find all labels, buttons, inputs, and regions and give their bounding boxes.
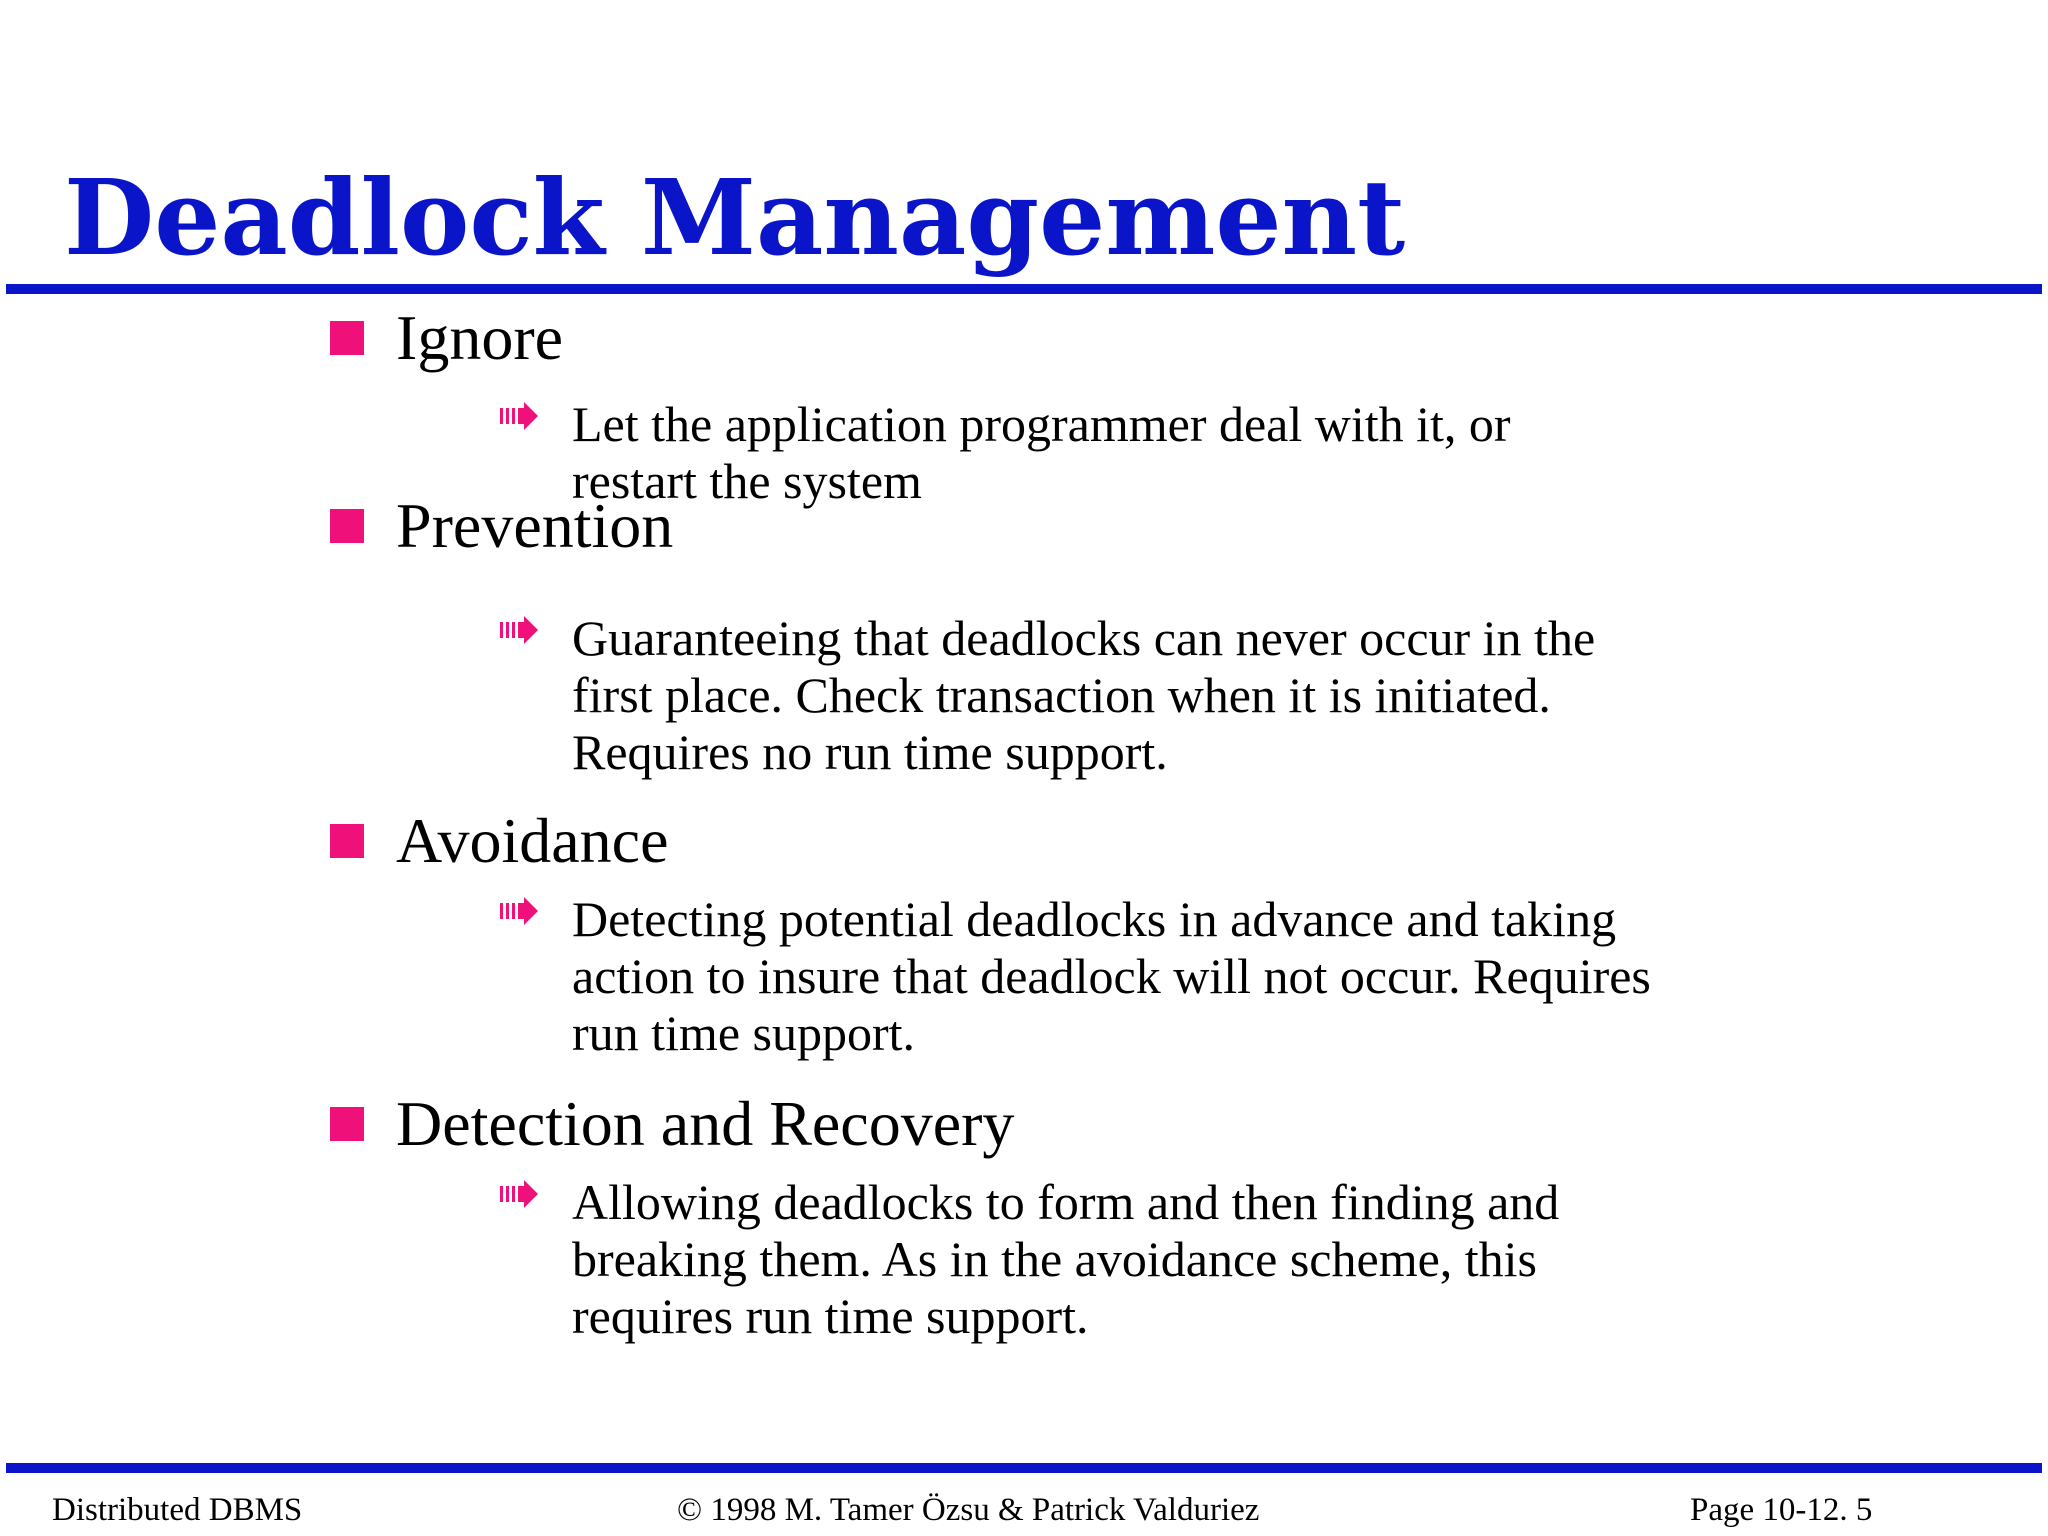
square-bullet-icon xyxy=(330,1107,364,1141)
sub-item-text: Detecting potential deadlocks in advance and taking action to insure that deadlock will not occur. Requires run time support. xyxy=(572,891,1651,1061)
arrow-bullet-icon xyxy=(500,897,540,925)
footer-page-number: Page 10-12. 5 xyxy=(1690,1492,1873,1528)
square-bullet-icon xyxy=(330,824,364,858)
sub-item-text: Allowing deadlocks to form and then finding and breaking them. As in the avoidance scheme, this requires run time support. xyxy=(572,1174,1560,1344)
item-label: Avoidance xyxy=(396,805,669,876)
item-label: Prevention xyxy=(396,490,674,561)
footer-course-name: Distributed DBMS xyxy=(52,1492,303,1528)
footer-copyright: © 1998 M. Tamer Özsu & Patrick Valduriez xyxy=(677,1492,1260,1528)
sub-item-text: Let the application programmer deal with it, or restart the system xyxy=(572,396,1511,509)
sub-item-text: Guaranteeing that deadlocks can never occur in the first place. Check transaction when it is initiated. Requires no run time support. xyxy=(572,610,1596,780)
arrow-bullet-icon xyxy=(500,616,540,644)
item-label: Ignore xyxy=(396,302,564,373)
square-bullet-icon xyxy=(330,321,364,355)
slide-title: Deadlock Management xyxy=(64,156,1406,279)
footer-divider xyxy=(6,1463,2042,1473)
item-label: Detection and Recovery xyxy=(396,1088,1015,1159)
arrow-bullet-icon xyxy=(500,1180,540,1208)
arrow-bullet-icon xyxy=(500,402,540,430)
title-divider xyxy=(6,284,2042,294)
square-bullet-icon xyxy=(330,509,364,543)
